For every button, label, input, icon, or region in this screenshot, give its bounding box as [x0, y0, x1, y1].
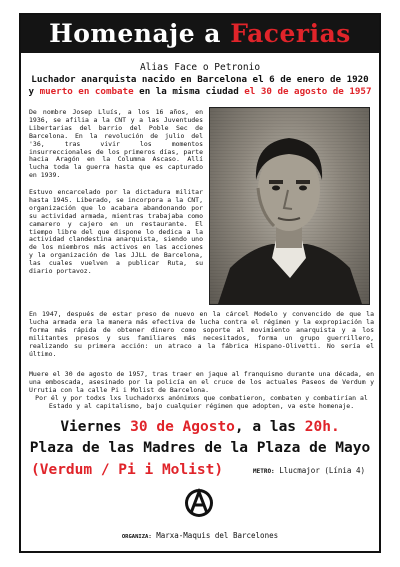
- subtitle-city: en la misma ciudad: [133, 86, 245, 97]
- metro-label: METRO:: [253, 468, 275, 475]
- subtitle-line-2: [21, 86, 379, 98]
- subtitle-death: muerto en combate: [39, 86, 134, 97]
- paragraph-2: Estuvo encarcelado por la dictadura militar hasta 1945. Liberado, se incorpora a la CNT, organización que lo acabara abandonando por su actividad armada, mientras trabajaba como camarero y cajero en un restaurante. El tiempo libre del que dispone lo dedica a la actividad clandestina anarquista, siendo uno de los miembros más activos en las acciones y la organización de las JJLL de Barcelona, las cuales vuelven a publicar Ruta, su diario portavoz.: [29, 188, 203, 276]
- subtitle-and: y: [28, 86, 40, 97]
- portrait-figure: [210, 108, 369, 304]
- title-right: Facerias: [230, 19, 351, 48]
- event-place: Plaza de las Madres de la Plaza de Mayo: [29, 440, 371, 456]
- metro-info: [253, 466, 365, 477]
- alias-line: Alias Face o Petronio: [139, 62, 261, 73]
- metro-station: Llucmajor (Línia 4): [274, 466, 365, 475]
- event-time: 20h.: [304, 419, 340, 435]
- event-date-line: [21, 418, 379, 436]
- footer-org: Marxa-Maquis del Barcelones: [151, 531, 279, 540]
- portrait-photo: [209, 107, 370, 305]
- paragraph-3: En 1947, después de estar preso de nuevo en la cárcel Modelo y convencido de que la lucha armada era la manera más efectiva de lucha contra el régimen y la expropiación la forma más rápida de obtener dinero como soporte al movimiento anarquista y a los militantes presos y sus familiares más necesitados, forma un grupo guerrillero, realizando su primera acción: un atraco a la fábrica Hispano-Olivetti. No sería el último.: [29, 310, 374, 358]
- footer: [21, 531, 379, 542]
- title-left: Homenaje a: [49, 19, 231, 48]
- paragraph-5: Por él y por todxs lxs luchadorxs anónimxs que combatieron, combaten y combatirían al Estado y al capitalismo, bajo cualquier régimen que adopten, va este homenaje.: [35, 394, 368, 410]
- subtitle-line-1: Luchador anarquista nacido en Barcelona el 6 de enero de 1920: [31, 74, 369, 85]
- event-street: (Verdum / Pi i Molist): [31, 462, 224, 478]
- paragraph-1: De nombre Josep Lluís, a los 16 años, en 1936, se afilia a la CNT y a las Juventudes Libertarias del barrio del Poble Sec de Barcelona. En la revolución de julio del '36, tras vivir los momentos insurreccionales de los primeros días, parte hacia Aragón en la Columna Ascaso. Allí lucha toda la guerra hasta que es capturado en 1939.: [29, 108, 203, 180]
- paragraph-4: Muere el 30 de agosto de 1957, tras traer en jaque al franquismo durante una década, en una emboscada, asesinado por la policía en el cruce de los actuales Paseos de Verdum y Urrutia con la calle Pi i Molist de Barcelona.: [29, 370, 374, 394]
- event-day: Viernes: [60, 419, 131, 435]
- title-banner: [21, 15, 379, 53]
- subtitle-date: el 30 de agosto de 1957: [244, 86, 372, 97]
- anarchy-icon: [184, 488, 214, 518]
- event-date: 30 de Agosto: [130, 419, 235, 435]
- header-block: [21, 62, 379, 98]
- event-sep: , a las: [234, 419, 305, 435]
- footer-label: ORGANIZA:: [121, 534, 152, 540]
- poster: [19, 13, 381, 553]
